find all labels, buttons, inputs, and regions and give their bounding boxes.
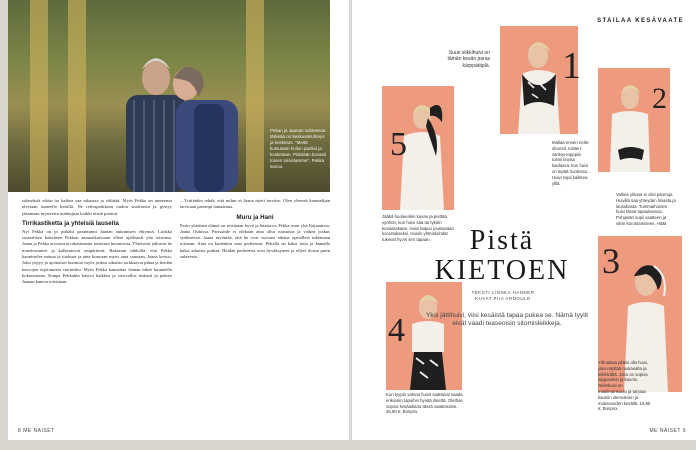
magazine-spread: [4, 0, 696, 440]
credit-text: TEKSTI LINNEA HANNER: [471, 290, 535, 295]
caption-4: Kun tyypin vahvat huivit saattavat saada erikoisiin tapoihin hyvää ilmettä. Olethan sopiva kesäaikana tässä vaatteisiinsi. 26,90 €, Bonprix.: [386, 392, 463, 415]
credit-photo: KUVAT PIIA ARNOULD: [475, 296, 531, 301]
column-intro: – Yrittänkin tehdä, että mihin ei Jaana mieti tarvitse. Olen yleensä kuuntelijan tarvitaan parempi lainaantua.: [180, 198, 330, 210]
page-folio: 8 ME NAISET: [18, 428, 55, 434]
column-intro: salaseksiä eikön tai kaikea vaa rakastaa ja välittää. Myös Pekka on tunteensa oleviaan tunteella kesällä. Ne rehvapoikkeaa oudon sisuksesta ja pystyy jakamaan mysteerin mahtujista kaikki niistä puuttui.: [22, 198, 172, 216]
title-line-1: Pistä: [469, 225, 535, 256]
right-page: [352, 0, 696, 440]
subheading: Muru ja Hani: [236, 213, 274, 221]
couple-photo: [8, 0, 330, 192]
caption-3: Ydinaikaa pitäisi olla huivi, joka näyttää mukavalta ja leikkivältä. Joka on sopiva loppuunkin ja kaunis. Neliöhuivi on maailmankuulu ja tarjoaa kauniin olemuksen ja mukavuuden kesällä. 19,90 €, Bonprix.: [598, 360, 651, 412]
caption-5: Jääkä huoleenkin kuvan ja peittää vyöhön, kun huivi saa tai tyköin kuvaistakaan. Huivi taipuu joustavaan korostukseksi. Huivin yhteiskohdat tukevat hyvin sen tapaan.: [382, 214, 454, 243]
number-2: 2: [652, 82, 667, 115]
number-1: 1: [562, 45, 581, 87]
column-body: Parin yhteinen elämä on toisinaan hyvä ja haastava. Pekka asuu yhä Kajaanissa, Jaana Oulussa. Parisuhde ei olekaan aina ollut ruusuista ja vaikea joskus sydämessä. Jaana myöntää, että he ovat vuosien aikana opetelleet tukemaan toisiaan. Aina on kuitenkin oma perheensä. Pekalla on kaksi lasta ja Jaanalla kaksi aikuista poikaa. Heidän perheensä ovat hyväksyneet ja olleet iloisia parin suhteesta.: [180, 222, 330, 260]
top-caption: Suuri silkkihuivi on tämän kesän paras kärppätäplä.: [447, 50, 490, 69]
text-column-right: [180, 198, 330, 260]
photo-caption: Pekan ja Jaanan suhteessa tärkeää on keskusteluhteys ja kosketus. "Meitä kutsutaan hullun pariksi ja kosketaan. Pidetään kovasti toinen toisistamme", Pekka sanoo.: [270, 128, 327, 169]
left-page: [8, 0, 349, 440]
title-line-2: KIETOEN: [434, 255, 570, 286]
article-title: [412, 226, 592, 286]
credits: [448, 290, 558, 302]
subheading: Tirrikastiketta ja yhteisiä lauseita: [22, 219, 119, 227]
caption-1: Mallaa ennen neliö-shortsit. Katteri-väritop-topppiin toimii teosta kaulassa, kun huivi on lepää huolessa. Huivi sopii kaikkea ylllä.: [552, 140, 590, 186]
section-label: STAILAA KESÄVAATE: [597, 18, 684, 24]
number-3: 3: [602, 241, 620, 281]
number-4: 4: [388, 312, 405, 349]
text-column-left: [22, 198, 172, 286]
caption-2: Valkea yläosa ei olisi parempi. Huivilla saa yhteyden liinasta ja lausukasta. Tummaihoinen huivi tässä tapauksessa. Pohjaväri sopii vaatteen ja värin korostamiseen. H&M.: [616, 192, 676, 226]
lead-paragraph: Yksi jättihuivi, viisi kesäistä tapaa pukea se. Nämä tyylit eivät vaadi teaseoisin sitomisleikkeja.: [426, 312, 588, 328]
number-5: 5: [390, 126, 407, 163]
column-body: Nyt Pekka on jo pitkälti parantunut Jaanan auttamisen ehtymiä. Luokka sosiaalisen kokeneen Pekkan aamuaikoissaan olleet ajallisesti yhä toisiinsa. Jaana ja Pekka arvostavat rakastuneita toistensa huomiosia. Yhteisesti jatkuvat he muodostaneet ja kulkeutuvat ympäriinsä. Rakastan sähköllä, että Pekka kaunistelee minua ja tuoksua ja aina kuuvaan myös aina sanoaan, Jaana kertoo. Joku yöpyy ja ajoittaiset huomiot myös joskus aikaisin tarkkaavat pihaa ja heidän kasvojen rajoittuneet vierinlittu. Myös Pekka kannattaa Jaanan tukee kuunnella kokonaisena. Kunpa Pekkakin kasvoi kaikkea ja sivuvalloa tiukasti ja pääsee Jaanan kanssa toisistaan.: [22, 228, 172, 285]
page-folio: ME NAISET 9: [649, 428, 686, 434]
